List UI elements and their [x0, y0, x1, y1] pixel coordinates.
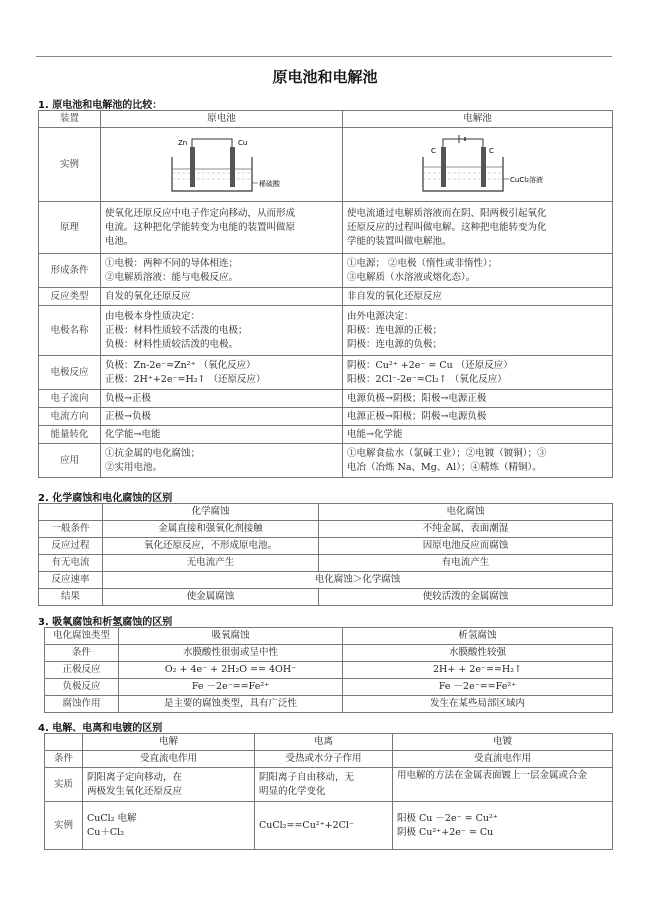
row-label: 反应过程	[39, 538, 103, 555]
text-line: 使电流通过电解质溶液而在阴、阳两极引起氧化	[347, 207, 547, 219]
table-row	[39, 572, 613, 589]
text-line: 两极发生氧化还原反应	[87, 785, 183, 797]
galvanic-cell-diagram	[101, 128, 343, 202]
table-cell: 是主要的腐蚀类型，具有广泛性	[119, 696, 343, 713]
table-cell	[255, 802, 393, 850]
table-cell: 水膜酸性很弱或呈中性	[119, 645, 343, 662]
table-cell: 使较活泼的金属腐蚀	[319, 589, 613, 606]
comparison-table	[38, 110, 613, 478]
table-row	[45, 662, 613, 679]
section-3-heading: 3. 吸氧腐蚀和析氢腐蚀的区别	[38, 617, 173, 628]
galvanic-cell	[101, 444, 343, 478]
text-line: 阳极：2Cl⁻-2e⁻=Cl₂↑ （氧化反应）	[347, 373, 507, 385]
text-line: CuCl₂ 电解	[87, 812, 137, 824]
electrolytic-cell-illustration	[403, 133, 553, 197]
text-line: ①电极：两种不同的导体相连；	[105, 257, 239, 269]
text-line: 还原反应的过程叫做电解。这种把电能转变为化	[347, 221, 547, 233]
text-line: 学能的装置叫做电解池。	[347, 235, 452, 247]
table-row	[39, 444, 613, 478]
text-line: ①抗金属的电化腐蚀；	[105, 447, 201, 459]
electrolytic-cell	[343, 306, 613, 356]
text-line: ②实用电池。	[105, 461, 163, 473]
text-line: 阴阳离子定向移动，在	[87, 771, 183, 783]
section-2-heading: 2. 化学腐蚀和电化腐蚀的区别	[38, 493, 173, 504]
text-line: 阳极 Cu －2e⁻ = Cu²⁺	[397, 812, 498, 824]
row-label: 能量转化	[39, 426, 101, 444]
text-line: CuCl₂==Cu²⁺+2Cl⁻	[259, 819, 354, 831]
table-cell: 2H+ + 2e⁻==H₂↑	[343, 662, 613, 679]
electrolytic-cell-diagram	[343, 128, 613, 202]
table-cell: Fe －2e⁻==Fe²⁺	[119, 679, 343, 696]
galvanic-cell-illustration	[152, 133, 292, 197]
table-row	[39, 288, 613, 306]
table-cell: 因原电池反应而腐蚀	[319, 538, 613, 555]
text-line: 负极：材料性质较活泼的电极。	[105, 338, 239, 350]
electrolytic-cell	[343, 202, 613, 254]
table-row	[39, 589, 613, 606]
row-label: 结果	[39, 589, 103, 606]
electrode-label-cu: Cu	[237, 138, 247, 147]
table-cell: 氧化还原反应，不形成原电池。	[103, 538, 319, 555]
oxygen-hydrogen-table	[44, 627, 613, 713]
electrode-label-c-left: C	[430, 146, 436, 155]
galvanic-cell	[101, 254, 343, 288]
corrosion-table	[38, 503, 613, 606]
table-cell	[83, 802, 255, 850]
header-hydrogen: 析氢腐蚀	[343, 628, 613, 645]
text-line: 负极→正极	[105, 392, 151, 404]
table-cell: 电化腐蚀＞化学腐蚀	[103, 572, 613, 589]
row-label: 条件	[45, 645, 119, 662]
text-line: 负极：Zn-2e⁻=Zn²⁺ （氧化反应）	[105, 359, 256, 371]
section-1-heading: 1. 原电池和电解池的比较：	[38, 100, 163, 111]
table-cell: Fe －2e⁻==Fe²⁺	[343, 679, 613, 696]
text-line: 阴阳离子自由移动，无	[259, 771, 355, 783]
table-row	[45, 802, 613, 850]
table-cell	[393, 768, 613, 802]
table-cell: 水膜酸性较强	[343, 645, 613, 662]
table-row	[45, 679, 613, 696]
header-oxygen: 吸氧腐蚀	[119, 628, 343, 645]
text-line: 正极：材料性质较不活泼的电极；	[105, 324, 248, 336]
header-type: 电化腐蚀类型	[45, 628, 119, 645]
row-label: 电极反应	[39, 356, 101, 390]
text-line: ①电解食盐水（氯碱工业）；②电镀（镀铜）；③	[347, 447, 547, 459]
table-row	[45, 696, 613, 713]
header-electrochemical: 电化腐蚀	[319, 504, 613, 521]
electrolytic-cell	[343, 288, 613, 306]
electrolysis-ionization-plating-table	[44, 733, 613, 850]
electrode-label-zn: Zn	[177, 138, 187, 147]
text-line: 用电解的方法在金属表面镀上一层金属或合金	[397, 770, 588, 781]
table-cell: 金属直接和强氧化剂接触	[103, 521, 319, 538]
text-line: 电源负极→阴极；阳极→电源正极	[347, 392, 487, 404]
header-chemical: 化学腐蚀	[103, 504, 319, 521]
row-label: 正极反应	[45, 662, 119, 679]
table-cell: 有电流产生	[319, 555, 613, 572]
table-cell: 受直流电作用	[83, 751, 255, 768]
row-label: 反应类型	[39, 288, 101, 306]
table-row	[45, 645, 613, 662]
table-row	[39, 202, 613, 254]
text-line: 电流。这种把化学能转变为电能的装置叫做原	[105, 221, 296, 233]
row-label: 条件	[45, 751, 83, 768]
galvanic-cell	[101, 356, 343, 390]
text-line: 使氧化还原反应中电子作定向移动，从而形成	[105, 207, 296, 219]
table-row	[39, 408, 613, 426]
text-line: 电能→化学能	[347, 428, 403, 440]
table-row	[39, 254, 613, 288]
header-electroplating: 电镀	[393, 734, 613, 751]
table-row	[45, 768, 613, 802]
electrolytic-cell	[343, 426, 613, 444]
text-line: ①电源； ②电极（惰性或非惰性）；	[347, 257, 498, 269]
galvanic-cell	[101, 202, 343, 254]
galvanic-cell	[101, 408, 343, 426]
text-line: ③电解质（水溶液或熔化态）。	[347, 271, 476, 283]
header-ionization: 电离	[255, 734, 393, 751]
row-label: 原理	[39, 202, 101, 254]
text-line: 非自发的氧化还原反应	[347, 290, 443, 302]
text-line: 正极→负极	[105, 410, 151, 422]
solution-label-electrolytic: CuCl₂溶液	[509, 175, 543, 184]
table-cell: 使金属腐蚀	[103, 589, 319, 606]
table-row	[39, 538, 613, 555]
row-label: 实例	[45, 802, 83, 850]
galvanic-cell	[101, 306, 343, 356]
text-line: 电冶（冶炼 Na、Mg、Al）；④精炼（精铜）。	[347, 461, 542, 473]
electrode-label-c-right: C	[488, 146, 494, 155]
galvanic-cell	[101, 426, 343, 444]
electrolytic-cell	[343, 444, 613, 478]
text-line: 电源正极→阳极；阴极→电源负极	[347, 410, 487, 422]
table-cell: 受直流电作用	[393, 751, 613, 768]
row-label: 一般条件	[39, 521, 103, 538]
text-line: 阳极：连电源的正极；	[347, 324, 443, 336]
table-row	[39, 521, 613, 538]
text-line: 由电极本身性质决定：	[105, 310, 201, 322]
table-row	[39, 390, 613, 408]
solution-label-galvanic: 稀硫酸	[258, 179, 280, 188]
electrolytic-cell	[343, 254, 613, 288]
page-title: 原电池和电解池	[272, 68, 378, 86]
galvanic-cell	[101, 288, 343, 306]
text-line: 由外电源决定：	[347, 310, 414, 322]
row-label: 电子流向	[39, 390, 101, 408]
table-cell	[83, 768, 255, 802]
row-label: 腐蚀作用	[45, 696, 119, 713]
table-row	[39, 426, 613, 444]
table-row	[45, 751, 613, 768]
text-line: 阴极：连电源的负极；	[347, 338, 443, 350]
table-cell	[393, 802, 613, 850]
text-line: 阴极 Cu²⁺+2e⁻ = Cu	[397, 826, 494, 838]
top-rule	[36, 56, 612, 57]
header-blank	[45, 734, 83, 751]
row-label: 形成条件	[39, 254, 101, 288]
table-cell	[255, 768, 393, 802]
table-cell: O₂ + 4e⁻ + 2H₂O == 4OH⁻	[119, 662, 343, 679]
electrolytic-cell	[343, 408, 613, 426]
table-cell: 无电流产生	[103, 555, 319, 572]
table-row	[39, 306, 613, 356]
table-cell: 受热或水分子作用	[255, 751, 393, 768]
electrolytic-cell	[343, 390, 613, 408]
text-line: 正极：2H⁺+2e⁻=H₂↑ （还原反应）	[105, 373, 266, 385]
row-label: 实质	[45, 768, 83, 802]
text-line: 电池。	[105, 235, 134, 247]
text-line: 明显的化学变化	[259, 785, 326, 797]
electrolytic-cell	[343, 356, 613, 390]
table-cell: 发生在某些局部区域内	[343, 696, 613, 713]
header-galvanic: 原电池	[101, 111, 343, 128]
section-4-heading: 4. 电解、电离和电镀的区别	[38, 723, 163, 734]
row-label: 负极反应	[45, 679, 119, 696]
text-line: ②电解质溶液：能与电极反应。	[105, 271, 239, 283]
galvanic-cell	[101, 390, 343, 408]
text-line: 阴极：Cu²⁺ +2e⁻ = Cu （还原反应）	[347, 359, 513, 371]
header-electrolytic: 电解池	[343, 111, 613, 128]
text-line: Cu＋Cl₂	[87, 826, 125, 838]
row-label: 电流方向	[39, 408, 101, 426]
row-label: 有无电流	[39, 555, 103, 572]
row-label: 反应速率	[39, 572, 103, 589]
header-blank	[39, 504, 103, 521]
row-label-example: 实例	[39, 128, 101, 202]
header-electrolysis: 电解	[83, 734, 255, 751]
header-device: 装置	[39, 111, 101, 128]
row-label: 应用	[39, 444, 101, 478]
table-row	[39, 356, 613, 390]
text-line: 自发的氧化还原反应	[105, 290, 191, 302]
text-line: 化学能→电能	[105, 428, 161, 440]
table-row	[39, 555, 613, 572]
row-label: 电极名称	[39, 306, 101, 356]
table-cell: 不纯金属，表面潮湿	[319, 521, 613, 538]
